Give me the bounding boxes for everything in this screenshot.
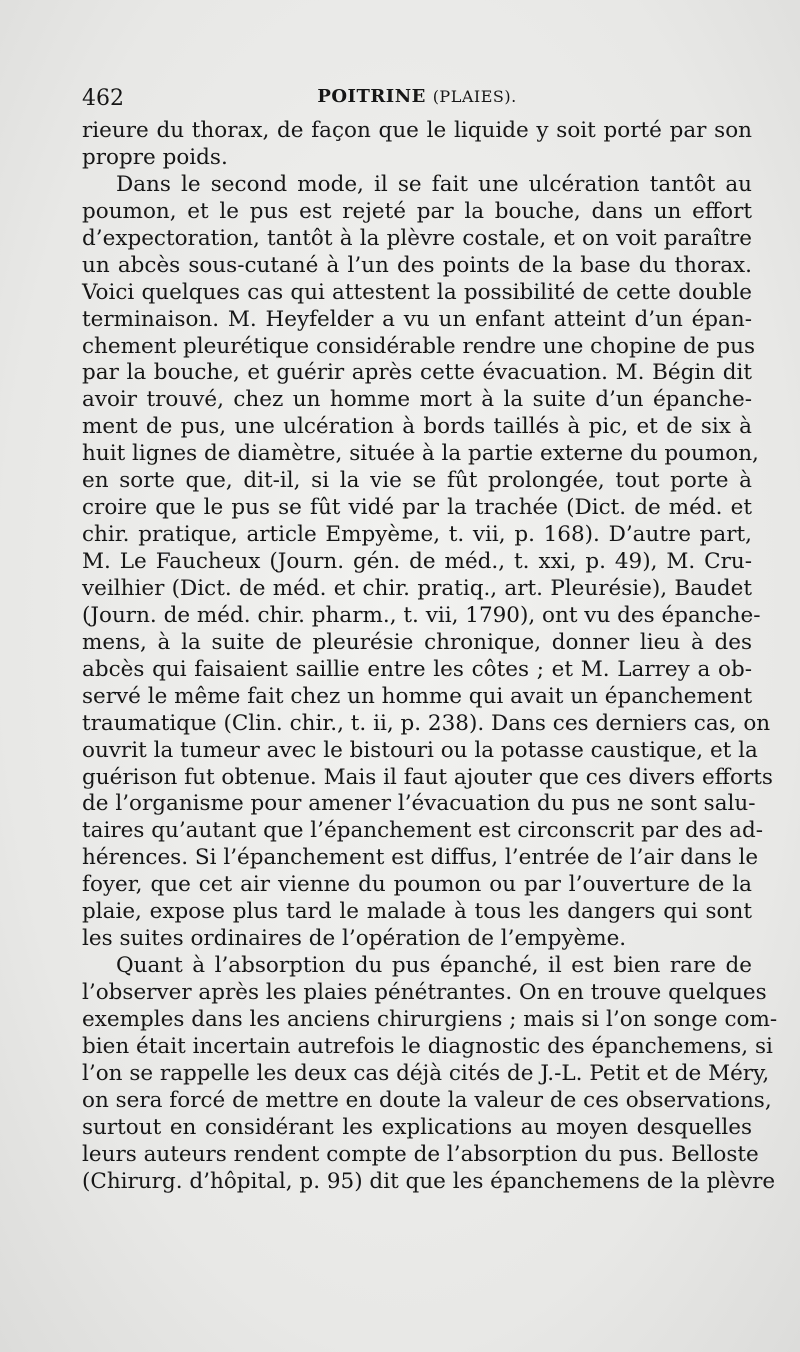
text-line: de l’organisme pour amener l’évacuation du pus ne sont salu- xyxy=(82,791,756,817)
text-line: huit lignes de diamètre, située à la partie externe du poumon, xyxy=(82,441,759,467)
text-line: terminaison. M. Heyfelder a vu un enfant atteint d’un épan- xyxy=(82,306,752,332)
text-line: en sorte que, dit-il, si la vie se fût prolongée, tout porte à xyxy=(82,468,752,494)
text-line: Dans le second mode, il se fait une ulcération tantôt au xyxy=(116,171,752,197)
text-line: taires qu’autant que l’épanchement est circonscrit par des ad- xyxy=(82,818,764,844)
text-line: plaie, expose plus tard le malade à tous les dangers qui sont xyxy=(82,899,752,925)
text-line: surtout en considérant les explications au moyen desquelles xyxy=(82,1114,752,1140)
text-line: par la bouche, et guérir après cette évacuation. M. Bégin dit xyxy=(82,360,752,386)
page-header xyxy=(82,86,752,116)
text-line: guérison fut obtenue. Mais il faut ajouter que ces divers efforts xyxy=(82,764,773,790)
text-line: on sera forcé de mettre en doute la valeur de ces observations, xyxy=(82,1087,772,1113)
text-line: croire que le pus se fût vidé par la trachée (Dict. de méd. et xyxy=(82,495,752,521)
text-line: ment de pus, une ulcération à bords taillés à pic, et de six à xyxy=(82,414,752,440)
text-line: Voici quelques cas qui attestent la possibilité de cette double xyxy=(82,279,752,305)
text-line: foyer, que cet air vienne du poumon ou par l’ouverture de la xyxy=(82,872,752,898)
text-line: propre poids. xyxy=(82,144,228,170)
running-title-main: POITRINE xyxy=(317,86,426,107)
text-line: leurs auteurs rendent compte de l’absorption du pus. Belloste xyxy=(82,1141,759,1167)
text-line: Quant à l’absorption du pus épanché, il est bien rare de xyxy=(116,953,752,979)
text-line: bien était incertain autrefois le diagnostic des épanchemens, si xyxy=(82,1033,773,1059)
text-line: l’observer après les plaies pénétrantes. On en trouve quelques xyxy=(82,980,767,1005)
text-line: servé le même fait chez un homme qui avait un épanchement xyxy=(82,683,753,709)
text-line: chement pleurétique considérable rendre une chopine de pus xyxy=(82,333,755,359)
body-text xyxy=(82,118,778,1196)
text-line: avoir trouvé, chez un homme mort à la suite d’un épanche- xyxy=(82,387,752,413)
running-title xyxy=(82,86,752,107)
text-line: abcès qui faisaient saillie entre les côtes ; et M. Larrey a ob- xyxy=(82,656,752,682)
text-line: (Journ. de méd. chir. pharm., t. vii, 1790), ont vu des épanche- xyxy=(82,602,761,628)
text-line: rieure du thorax, de façon que le liquide y soit porté par son xyxy=(82,118,752,143)
text-line: ouvrit la tumeur avec le bistouri ou la potasse caustique, et la xyxy=(82,737,758,763)
text-line: d’expectoration, tantôt à la plèvre costale, et on voit paraître xyxy=(82,225,752,251)
running-title-sub: (PLAIES). xyxy=(432,87,517,106)
text-line: traumatique (Clin. chir., t. ii, p. 238). Dans ces derniers cas, on xyxy=(82,710,771,736)
text-line: chir. pratique, article Empyème, t. vii, p. 168). D’autre part, xyxy=(82,522,752,548)
text-line: les suites ordinaires de l’opération de l’empyème. xyxy=(82,926,627,952)
text-line: mens, à la suite de pleurésie chronique, donner lieu à des xyxy=(82,629,752,655)
text-line: hérences. Si l’épanchement est diffus, l’entrée de l’air dans le xyxy=(82,845,759,871)
text-line: M. Le Faucheux (Journ. gén. de méd., t. xxi, p. 49), M. Cru- xyxy=(82,549,752,574)
text-line: veilhier (Dict. de méd. et chir. pratiq., art. Pleurésie), Baudet xyxy=(82,575,752,601)
page-number: 462 xyxy=(82,86,124,111)
text-line: un abcès sous-cutané à l’un des points de la base du thorax. xyxy=(82,252,752,278)
text-line: l’on se rappelle les deux cas déjà cités de J.-L. Petit et de Méry, xyxy=(82,1060,770,1086)
text-line: poumon, et le pus est rejeté par la bouche, dans un effort xyxy=(82,198,752,224)
text-line: exemples dans les anciens chirurgiens ; mais si l’on songe com- xyxy=(82,1006,778,1032)
text-line: (Chirurg. d’hôpital, p. 95) dit que les épanchemens de la plèvre xyxy=(82,1168,776,1194)
